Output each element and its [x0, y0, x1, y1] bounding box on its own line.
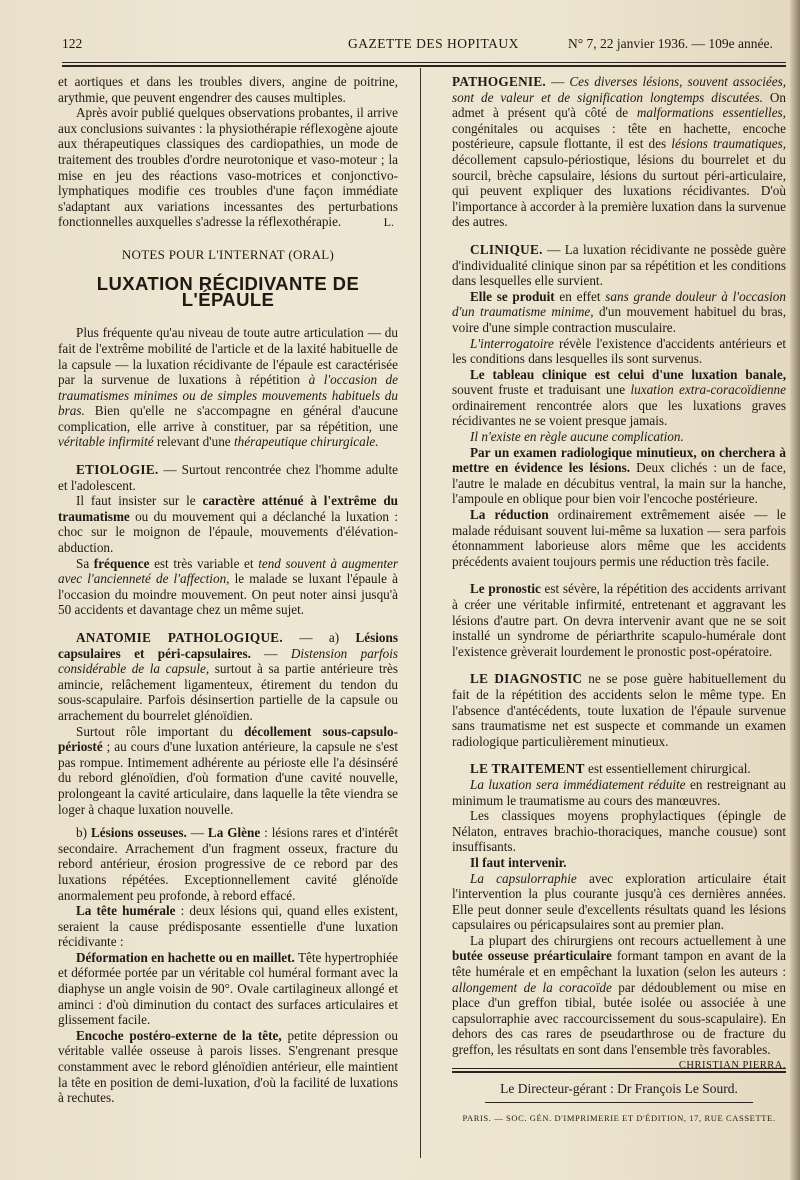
clinical-paragraph-4: Le tableau clinique est celui d'une luxation banale, souvent fruste et traduisant une luxation extra-coracoïdienne ordinairement rencontrée alors que les luxations graves récidivantes ne se voient presque jamais.: [452, 366, 786, 429]
diagnosis-paragraph: LE DIAGNOSTIC ne se pose guère habituellement du fait de la répétition des accidents selon le même type. En l'absence d'antécédents, toute luxation de l'épaule survenue sans traumatisme net est suspecte et commande un examen radiologique particulièrement minutieux.: [452, 671, 787, 749]
header-rule-double: [62, 65, 786, 67]
etiology-paragraph-2: Il faut insister sur le caractère atténué à l'extrême du traumatisme ou du mouvement qui a déclanché la luxation : choc sur le moignon de l'épaule, mouvements d'élévation-abduction.: [58, 493, 398, 556]
right-column: [452, 74, 786, 1127]
treatment-paragraph-3: Les classiques moyens prophylactiques (épingle de Nélaton, entraves brachio-thoraciques, manche cousue) sont insuffisants.: [452, 808, 786, 855]
etiology-paragraph-3: Sa fréquence est très variable et tend souvent à augmenter avec l'ancienneté de l'affection, le malade se luxant l'épaule à l'occasion du moindre mouvement. On peut noter ainsi jusqu'à 50 accidents et davantage chez un même sujet.: [58, 555, 398, 618]
clinical-paragraph-2: Elle se produit en effet sans grande douleur à l'occasion d'un traumatisme minime, d'un mouvement habituel du bras, voire d'une simple contraction musculaire.: [452, 288, 786, 335]
intro-paragraph-1: et aortiques et dans les troubles divers, angine de poitrine, arythmie, que peuvent engendrer des causes multiples.: [58, 74, 398, 105]
clinical-paragraph-3: L'interrogatoire révèle l'existence d'accidents antérieurs et les conditions dans lesquelles ils sont survenus.: [452, 335, 786, 367]
treatment-paragraph: LE TRAITEMENT est essentiellement chirurgical.: [470, 761, 751, 777]
anatomy-paragraph-4: La tête humérale : deux lésions qui, quand elles existent, seraient la cause prédisposante essentielle d'une luxation récidivante :: [58, 903, 398, 950]
intro-signature: L.: [383, 214, 394, 229]
anatomy-paragraph-2: Surtout rôle important du décollement sous-capsulo-périosté ; au cours d'une luxation antérieure, la capsule ne s'est pas rompue. Intimement adhérente au périoste elle l'a désinséré du rebord glénoïdien, d'où formation d'une cavité nouvelle, prolongeant la cavité articulaire, dans laquelle la tête viendra se loger à chaque luxation nouvelle.: [58, 723, 398, 817]
section-label: NOTES POUR L'INTERNAT (ORAL): [121, 246, 335, 262]
clinical-paragraph-7: La réduction ordinairement extrêmement aisée — le malade réduisant souvent lui-même sa luxation — sera parfois étonnamment laborieuse alors même que les accidents précédents avaient toujours permis une réduction très facile.: [452, 507, 786, 569]
treatment-paragraph-5: La capsulorraphie avec exploration articulaire était l'intervention la plus courante jusqu'à ces dernières années. Elle peut donner seule d'excellents résultats quand les lésions capsulaires ou péricapsulaires sont au premier plan.: [452, 870, 787, 933]
director-line: Le Directeur-gérant : Dr François Le Sourd.: [500, 1080, 738, 1096]
page-edge: [790, 0, 800, 1180]
etiology-paragraph: ETIOLOGIE. — Surtout rencontrée chez l'homme adulte et l'adolescent.: [58, 462, 398, 493]
treatment-paragraph-6: La plupart des chirurgiens ont recours actuellement à une butée osseuse préarticulaire formant tampon en avant de la tête humérale et en empêchant la luxation (selon les auteurs : allongement de la coracoïde par dédoublement ou mise en place d'un greffon tibial, butée isolée ou associée à une capsulorraphie avec raccourcissement du sous-scapulaire). En dehors des cas rares de pseudarthrose ou de fracture du greffon, les résultats en sont dans l'ensemble très favorables. CHRISTIAN PIERRA.: [452, 933, 786, 1058]
treatment-paragraph-2: La luxation sera immédiatement réduite en restreignant au minimum le traumatisme au cours des manœuvres.: [452, 776, 786, 808]
clinical-paragraph: CLINIQUE. — La luxation récidivante ne possède guère d'individualité clinique sinon par sa répétition et les conditions dans lesquelles elle survient.: [452, 241, 786, 289]
anatomy-paragraph: ANATOMIE PATHOLOGIQUE. — a) Lésions capsulaires et péri-capsulaires. — Distension parfois considérable de la capsule, surtout à sa partie antérieure très amincie, relâchement ligamenteux, étirement du tendon du sous-scapulaire. Parfois désinsertion partielle de la capsule ou arrachement du bourrelet glénoïdien.: [58, 630, 398, 723]
anatomy-paragraph-3: b) Lésions osseuses. — La Glène : lésions rares et d'intérêt secondaire. Arrachement d'un fragment osseux, fracture du rebord antérieur, érosion progressive de ce rebord par des luxations répétées. Exceptionnellement cavité glénoïde anormalement peu profonde, à rebord effacé.: [58, 825, 399, 903]
intro-paragraph-2: Après avoir publié quelques observations probantes, il arrive aux conclusions suivantes : la physiothérapie réflexogène ajoute aux thérapeutiques classiques des cardiopathies, un mode de traitement des troubles d'ordre neurotonique et vaso-moteur ; la mise en jeu des réactions vaso-motrices et conjonctivo-lymphatiques modifie ces troubles d'une façon immédiate s'adaptant aux variations incessantes des perturbations fonctionnelles auxquelles s'adresse la réflexothérapie.: [58, 105, 398, 230]
page-number: 122: [62, 36, 83, 51]
clinical-paragraph-5: Il n'existe en règle aucune complication.: [470, 429, 684, 445]
header-rule: [62, 62, 786, 63]
issue-info: N° 7, 22 janvier 1936. — 109e année.: [568, 36, 773, 51]
treatment-paragraph-4: Il faut intervenir.: [470, 854, 567, 870]
clinical-paragraph-6: Par un examen radiologique minutieux, on cherchera à mettre en évidence les lésions. Deux clichés : un de face, l'autre le malade en décubitus ventral, la main sur la hanche, l'ampoule en oblique pour bien voir l'encoche postérieure.: [452, 444, 786, 507]
article-title: LUXATION RÉCIDIVANTE DE L'ÉPAULE: [96, 273, 360, 310]
footer-rule-short: [485, 1102, 752, 1103]
anatomy-paragraph-5: Déformation en hachette ou en maillet. Tête hypertrophiée et déformée portée par un véritable col huméral formant avec la diaphyse un angle voisin de 90°. Ovale cartilagineux allongé et aminci : d'où diminution du contact des surfaces articulaires et glissement facile.: [58, 949, 398, 1028]
pathogeny-paragraph: PATHOGENIE. — Ces diverses lésions, souvent associées, sont de valeur et de signification longtemps discutées. On admet à présent qu'à côté de malformations essentielles, congénitales ou acquises : tête en hachette, encoche postérieure, capsule flottante, il est des lésions traumatiques, décollement capsulo-périostique, lésions du bourrelet et du sourcil, brèche capsulaire, lésions du surtout péri-articulaire, qui peuvent expliquer des luxations récidivantes. D'où l'importance à accorder à la première luxation dans la survenue des autres.: [452, 74, 787, 230]
column-divider: [420, 68, 421, 1158]
printer-line: PARIS. — SOC. GÉN. D'IMPRIMERIE ET D'ÉDITION, 17, RUE CASSETTE.: [462, 1113, 776, 1124]
page-header: [62, 36, 782, 58]
left-column: [58, 74, 398, 1106]
author-signature: CHRISTIAN PIERRA.: [678, 1059, 786, 1071]
article-intro: Plus fréquente qu'au niveau de toute autre articulation — du fait de l'extrême mobilité de l'article et de la laxité habituelle de la capsule — la luxation récidivante de l'épaule est caractérisée par la survenue de luxations à répétition à l'occasion de traumatismes minimes ou de simples mouvements habituels du bras. Bien qu'elle ne s'accompagne en général d'aucune complication, elle arrive à constituer, par sa répétition, une véritable infirmité relevant d'une thérapeutique chirurgicale.: [58, 325, 398, 450]
journal-title: GAZETTE DES HOPITAUX: [348, 36, 519, 51]
anatomy-paragraph-6: Encoche postéro-externe de la tête, petite dépression ou véritable vallée osseuse à parois lisses. S'engrenant presque constamment avec le rebord glénoïdien antérieur, elle maintient la tête en position de demi-luxation, d'où la facilité de luxations à rechutes.: [58, 1027, 398, 1106]
prognosis-paragraph: Le pronostic est sévère, la répétition des accidents arrivant à créer une véritable infirmité, entretenant et aggravant les lésions d'autre part. On devra intervenir avant que ne se soit installé un syndrome de périarthrite scapulo-humérale dont l'existence grèverait lourdement le pronostic post-opératoire.: [452, 581, 786, 659]
